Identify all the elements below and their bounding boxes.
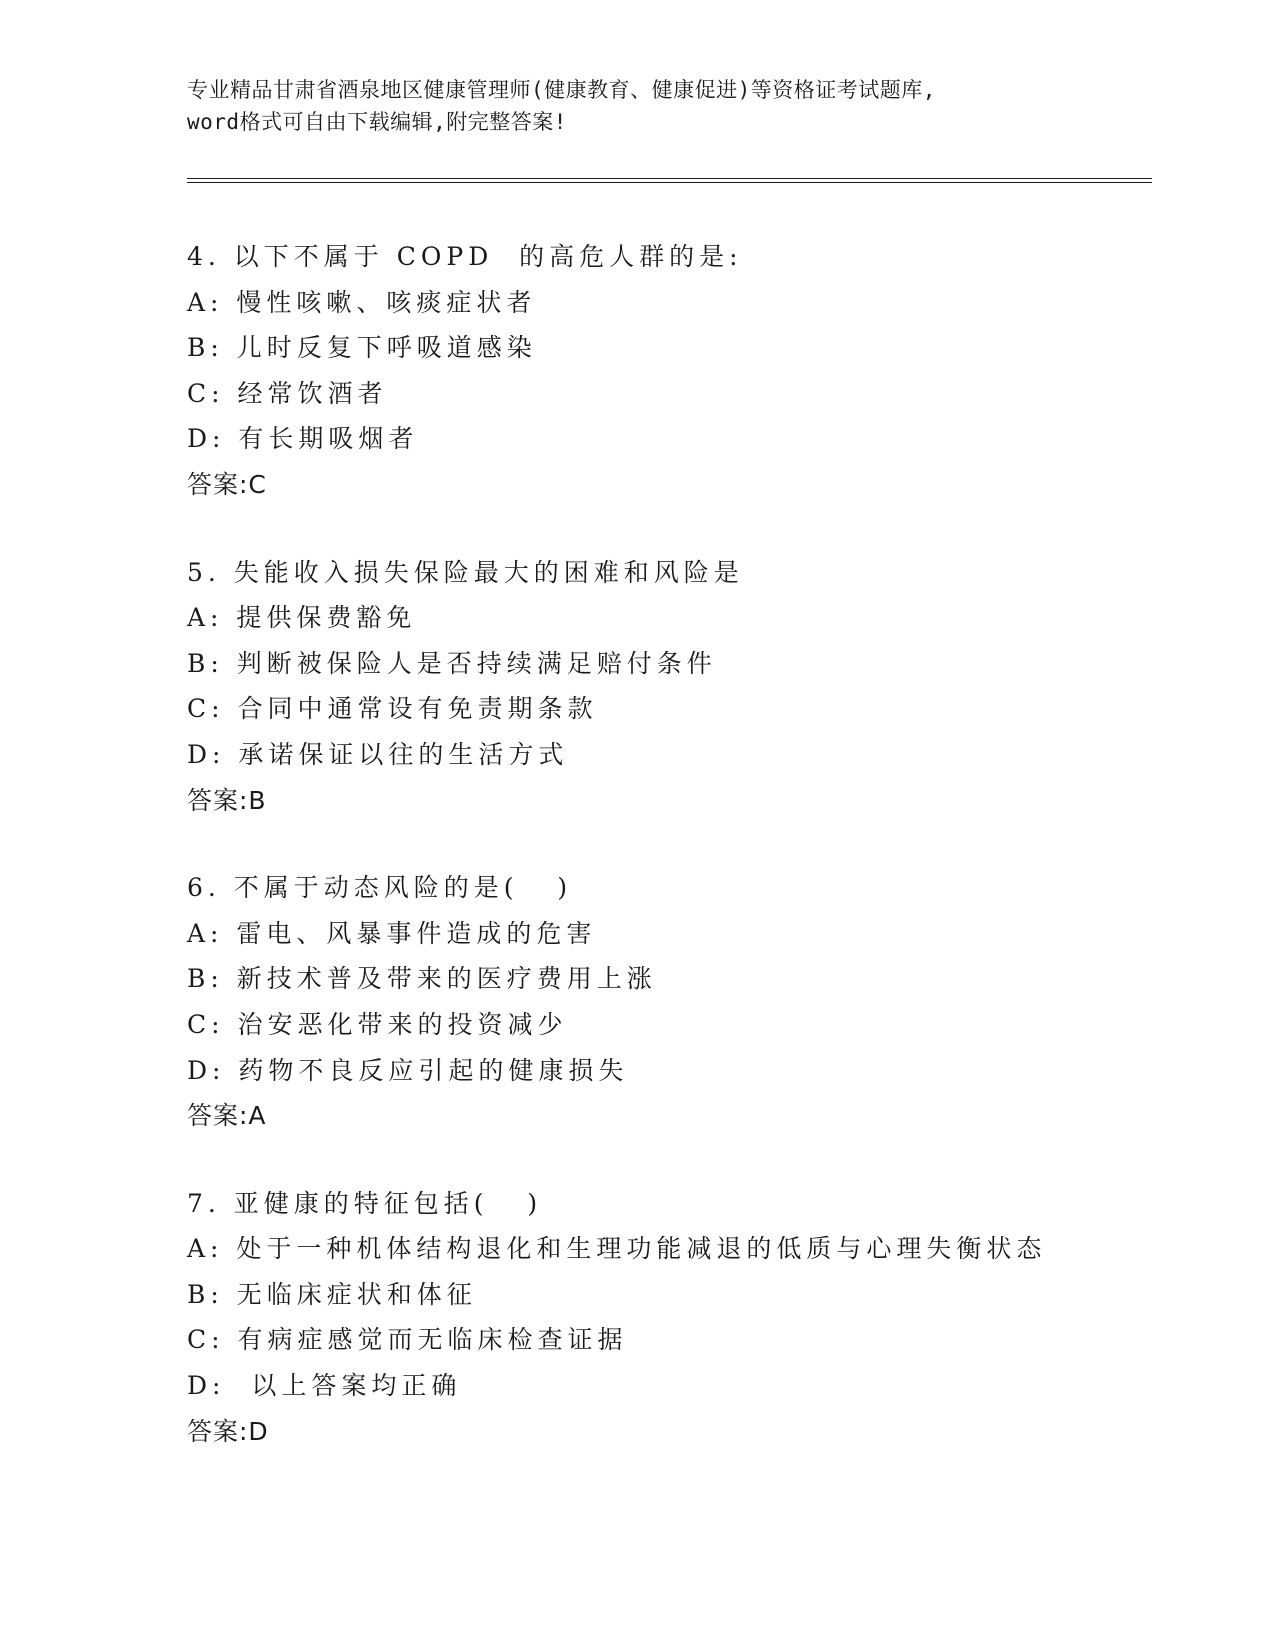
option-a: A: 提供保费豁免 [187,603,417,633]
question-stem: 4. 以下不属于 COPD 的高危人群的是: [187,242,743,271]
answer: 答案:A [187,1101,267,1131]
option-a: A: 处于一种机体结构退化和生理功能减退的低质与心理失衡状态 [187,1234,1047,1264]
option-c: C: 经常饮酒者 [187,378,388,408]
question-list [187,234,1187,1496]
document-header [187,74,1087,138]
option-b: B: 无临床症状和体征 [187,1279,477,1309]
option-a: A: 慢性咳嗽、咳痰症状者 [187,287,537,317]
option-c: C: 有病症感觉而无临床检查证据 [187,1325,628,1355]
option-d: D: 有长期吸烟者 [187,424,419,454]
option-d: D: 药物不良反应引起的健康损失 [187,1055,629,1085]
question-stem: 6. 不属于动态风险的是( ) [187,873,573,903]
answer: 答案:D [187,1416,269,1446]
header-line-2: word格式可自由下载编辑,附完整答案! [187,110,567,134]
question-stem: 5. 失能收入损失保险最大的困难和风险是 [187,557,744,587]
option-d: D: 以上答案均正确 [187,1371,462,1401]
option-b: B: 儿时反复下呼吸道感染 [187,333,537,363]
answer: 答案:B [187,785,267,815]
option-c: C: 治安恶化带来的投资减少 [187,1009,568,1039]
option-d: D: 承诺保证以往的生活方式 [187,739,569,769]
question-6 [187,865,1187,1139]
option-c: C: 合同中通常设有免责期条款 [187,694,598,724]
question-5 [187,550,1187,824]
header-divider [187,178,1152,183]
answer: 答案:C [187,469,267,499]
option-a: A: 雷电、风暴事件造成的危害 [187,918,597,948]
question-4 [187,234,1187,508]
question-7 [187,1181,1187,1455]
question-stem: 7. 亚健康的特征包括( ) [187,1188,543,1218]
option-b: B: 新技术普及带来的医疗费用上涨 [187,964,657,994]
option-b: B: 判断被保险人是否持续满足赔付条件 [187,648,717,678]
header-line-1: 专业精品甘肃省酒泉地区健康管理师(健康教育、健康促进)等资格证考试题库, [187,78,936,102]
